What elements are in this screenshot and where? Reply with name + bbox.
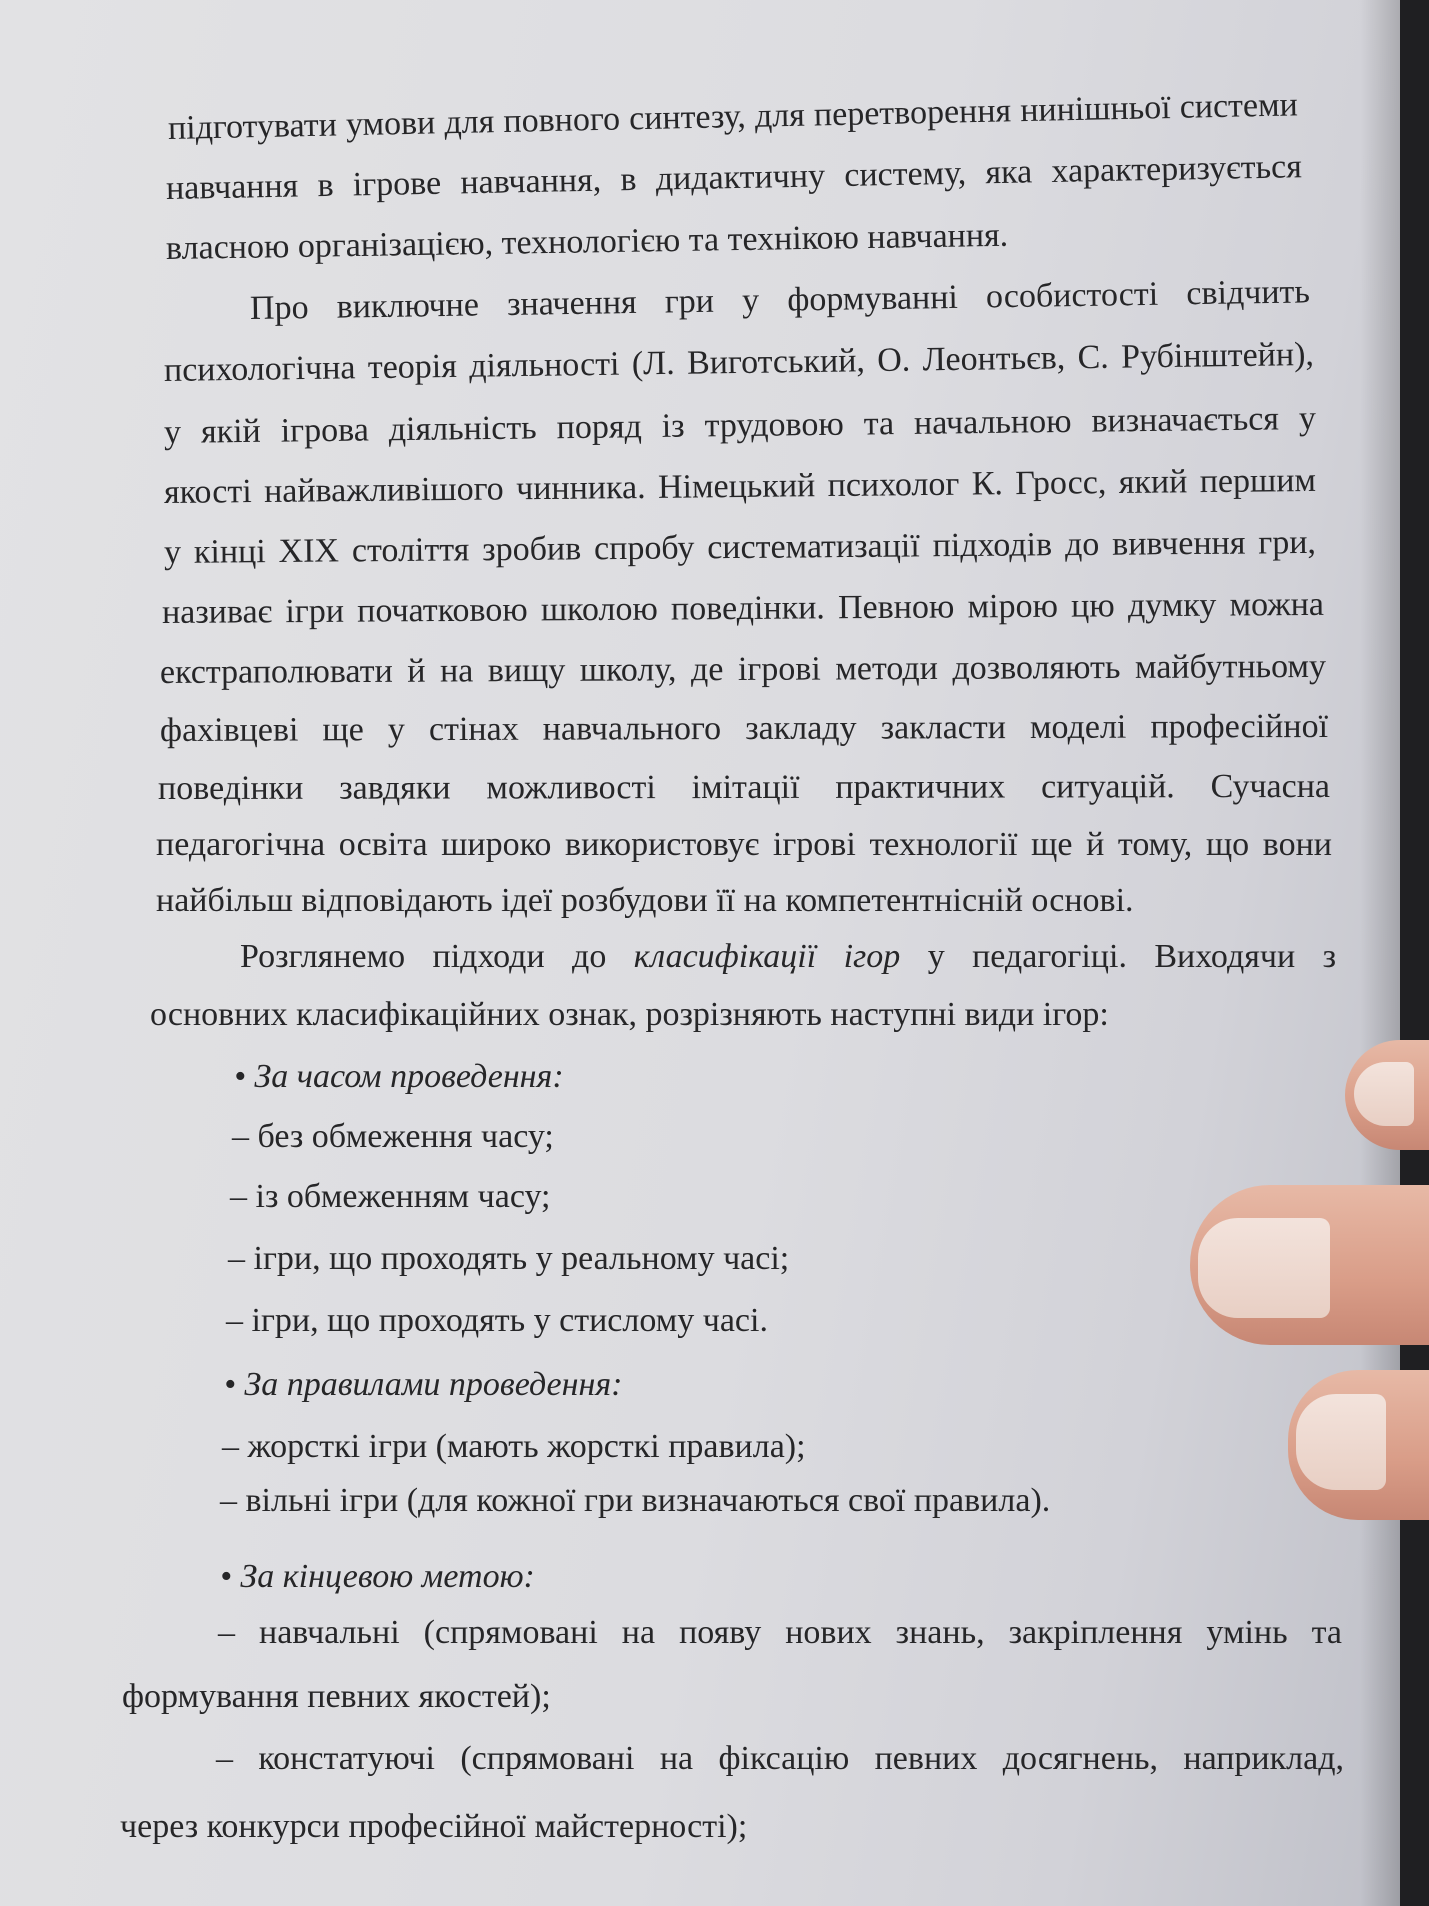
list-item: – без обмеження часу;	[232, 1118, 554, 1155]
bullet-heading: • За правилами проведення:	[224, 1366, 623, 1403]
text-line: називає ігри початковою школою поведінки. Певною мірою цю думку можна	[161, 585, 1325, 631]
emphasis-text: класифікації ігор	[633, 938, 901, 975]
bullet-heading: • За кінцевою метою:	[220, 1558, 535, 1595]
text-run: у педагогіці. Виходячи з	[900, 938, 1336, 975]
text-line: психологічна теорія діяльності (Л. Виготський, О. Леонтьєв, С. Рубінштейн),	[163, 335, 1315, 389]
text-line: підготувати умови для повного синтезу, для перетворення нинішньої системи	[167, 86, 1299, 147]
list-item: – жорсткі ігри (мають жорсткі правила);	[222, 1428, 806, 1465]
text-line: педагогічна освіта широко використовує ігрові технології ще й тому, що вони	[156, 826, 1332, 863]
background-edge	[1400, 0, 1429, 1906]
text-run: Розглянемо підходи до	[240, 938, 634, 975]
list-item-continuation: через конкурси професійної майстерності);	[120, 1808, 748, 1845]
list-item: – із обмеженням часу;	[230, 1178, 551, 1215]
text-line: поведінки завдяки можливості імітації практичних ситуацій. Сучасна	[157, 767, 1331, 807]
text-line: у якій ігрова діяльність поряд із трудовою та начальною визначається у	[163, 399, 1317, 451]
list-item: – ігри, що проходять у реальному часі;	[228, 1240, 790, 1277]
list-item: – констатуючі (спрямовані на фіксацію певних досягнень, наприклад,	[216, 1740, 1344, 1777]
text-line: Про виключне значення гри у формуванні особистості свідчить	[249, 273, 1311, 327]
text-line: власною організацією, технологією та технікою навчання.	[165, 216, 1009, 267]
text-line	[240, 938, 1336, 976]
list-item-continuation: формування певних якостей);	[122, 1678, 551, 1715]
text-line: навчання в ігрове навчання, в дидактичну систему, яка характеризується	[165, 148, 1303, 207]
fingernail-top	[1354, 1062, 1414, 1126]
text-line: фахівцеві ще у стінах навчального закладу закласти моделі професійної	[159, 707, 1329, 749]
text-line: основних класифікаційних ознак, розрізняють наступні види ігор:	[150, 996, 1109, 1033]
list-item: – вільні ігри (для кожної гри визначаються свої правила).	[220, 1482, 1051, 1519]
text-line: найбільш відповідають ідеї розбудови її на компетентнісній основі.	[156, 882, 1134, 919]
fingernail-bottom	[1296, 1394, 1386, 1490]
list-item: – ігри, що проходять у стислому часі.	[226, 1302, 768, 1339]
text-line: якості найважливішого чинника. Німецький психолог К. Гросс, який першим	[163, 461, 1317, 511]
text-line: у кінці XIX століття зробив спробу систематизації підходів до вивчення гри,	[163, 523, 1317, 571]
text-line: екстраполювати й на вищу школу, де ігрові методи дозволяють майбутньому	[159, 647, 1327, 691]
list-item: – навчальні (спрямовані на появу нових знань, закріплення умінь та	[218, 1614, 1342, 1651]
bullet-heading: • За часом проведення:	[234, 1058, 564, 1095]
fingernail-middle	[1198, 1218, 1330, 1318]
